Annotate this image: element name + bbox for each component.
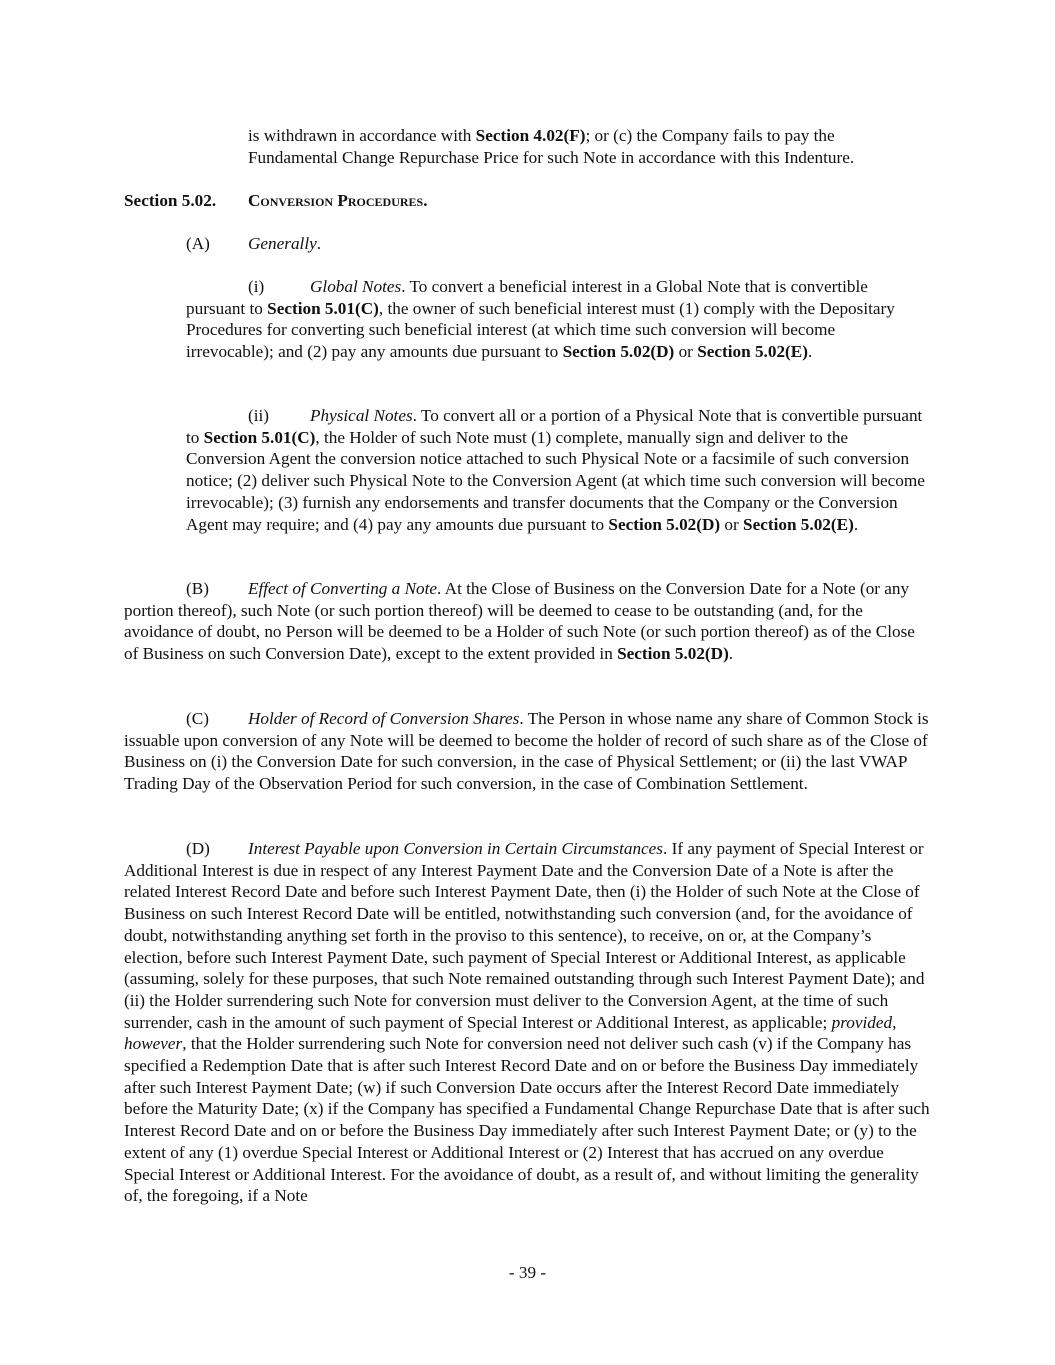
section-heading bbox=[124, 190, 924, 212]
paragraph-a-i: (i) Global Notes. To convert a beneficial interest in a Global Note that is convertible pursuant to Section 5.01(C), the owner of such beneficial interest must (1) comply with the Depositary Procedures for converting such beneficial interest (at which time such conversion will become irrevocable); and (2) pay any amounts due pursuant to Section 5.02(D) or Section 5.02(E). bbox=[186, 277, 895, 362]
page-number: - 39 - bbox=[508, 1263, 547, 1282]
section-number: Section 5.02. bbox=[124, 191, 217, 210]
section-title: Conversion Procedures. bbox=[248, 191, 428, 210]
subsection-a-label: (A) bbox=[186, 234, 210, 253]
paragraph-b: (B) Effect of Converting a Note. At the Close of Business on the Conversion Date for a Note (or any portion thereof), such Note (or such portion thereof) will be deemed to cease to be outstanding (and, for the avoidance of doubt, no Person will be deemed to be a Holder of such Note (or such portion thereof) as of the Close of Business on such Conversion Date), except to the extent provided in Section 5.02(D). bbox=[124, 579, 915, 664]
subsection-a-heading: (A) Generally. bbox=[186, 234, 322, 253]
paragraph-d: (D) Interest Payable upon Conversion in Certain Circumstances. If any payment of Special Interest or Additional Interest is due in respect of any Interest Payment Date and the Conversion Date of a Note is after the related Interest Record Date and before such Interest Payment Date, then (i) the Holder of such Note at the Close of Business on such Interest Record Date will be entitled, notwithstanding such conversion (and, for the avoidance of doubt, notwithstanding anything set forth in the proviso to this sentence), to receive, on or, at the Company’s election, before such Interest Payment Date, such payment of Special Interest or Additional Interest, as applicable (assuming, solely for these purposes, that such Note remained outstanding through such Interest Payment Date); and (ii) the Holder surrendering such Note for conversion must deliver to the Conversion Agent, at the time of such surrender, cash in the amount of such payment of Special Interest or Additional Interest, as applicable; provided, however, that the Holder surrendering such Note for conversion need not deliver such cash (v) if the Company has specified a Redemption Date that is after such Interest Record Date and on or before the Business Day immediately after such Interest Payment Date; (w) if such Conversion Date occurs after the Interest Record Date immediately before the Maturity Date; (x) if the Company has specified a Fundamental Change Repurchase Date that is after such Interest Record Date and on or before the Business Day immediately after such Interest Payment Date; or (y) to the extent of any (1) overdue Special Interest or Additional Interest or (2) Interest that has accrued on any overdue Special Interest or Additional Interest. For the avoidance of doubt, as a result of, and without limiting the generality of, the foregoing, if a Note bbox=[124, 839, 930, 1206]
continuation-paragraph: is withdrawn in accordance with Section 4.02(F); or (c) the Company fails to pay the Fundamental Change Repurchase Price for such Note in accordance with this Indenture. bbox=[248, 126, 855, 167]
paragraph-c: (C) Holder of Record of Conversion Shares. The Person in whose name any share of Common Stock is issuable upon conversion of any Note will be deemed to become the holder of record of such share as of the Close of Business on (i) the Conversion Date for such conversion, in the case of Physical Settlement; or (ii) the last VWAP Trading Day of the Observation Period for such conversion, in the case of Combination Settlement. bbox=[124, 709, 929, 794]
paragraph-a-ii: (ii) Physical Notes. To convert all or a portion of a Physical Note that is convertible pursuant to Section 5.01(C), the Holder of such Note must (1) complete, manually sign and deliver to the Conversion Agent the conversion notice attached to such Physical Note or a facsimile of such conversion notice; (2) deliver such Physical Note to the Conversion Agent (at which time such conversion will become irrevocable); (3) furnish any endorsements and transfer documents that the Company or the Conversion Agent may require; and (4) pay any amounts due pursuant to Section 5.02(D) or Section 5.02(E). bbox=[186, 406, 925, 534]
